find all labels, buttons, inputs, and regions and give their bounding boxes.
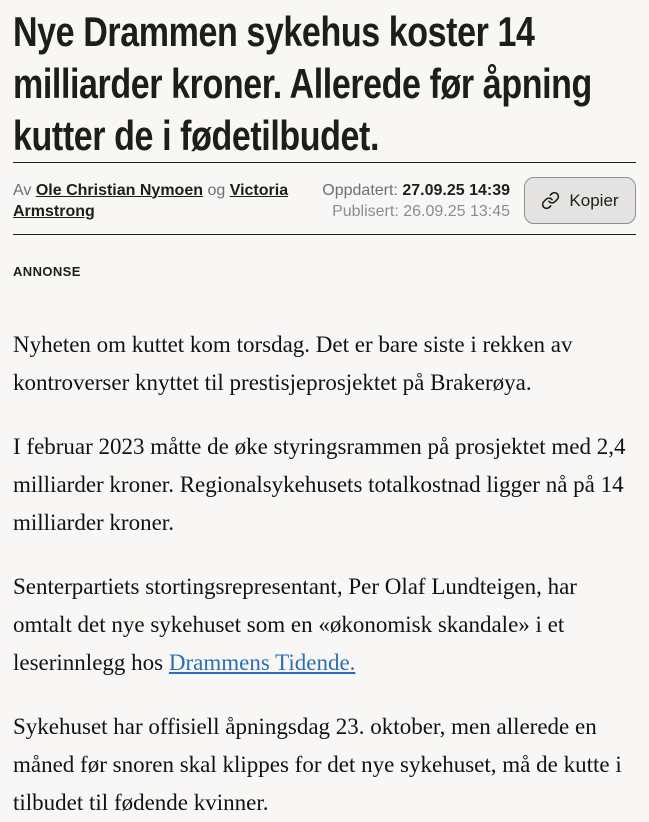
headline-line: milliarder kroner. Allerede før åpning xyxy=(13,60,592,107)
drammens-tidende-link[interactable]: Drammens Tidende. xyxy=(168,650,356,675)
divider-top xyxy=(13,162,636,163)
published-timestamp xyxy=(322,201,510,222)
headline-line: kutter de i fødetilbudet. xyxy=(13,112,379,159)
updated-label: Oppdatert: xyxy=(322,181,398,199)
copy-link-button[interactable] xyxy=(524,177,636,224)
updated-timestamp xyxy=(322,180,510,201)
byline-row xyxy=(13,177,636,224)
paragraph-3 xyxy=(13,568,636,682)
published-value: 26.09.25 13:45 xyxy=(403,202,510,220)
timestamps xyxy=(322,180,524,222)
byline-connector: og xyxy=(207,181,226,199)
author-link-2[interactable]: Victoria Armstrong xyxy=(13,181,289,220)
published-label: Publisert: xyxy=(332,202,399,220)
link-icon xyxy=(541,191,560,210)
copy-button-label: Kopier xyxy=(569,190,619,210)
headline-line: Nye Drammen sykehus koster 14 xyxy=(13,8,535,55)
paragraph-3-text: Senterpartiets stortingsrepresentant, Per Olaf Lundteigen, har omtalt det nye sykehuset som en «økonomisk skandale» i et leserinnlegg hos xyxy=(13,574,577,675)
article-body xyxy=(13,326,636,822)
paragraph-2: I februar 2023 måtte de øke styringsrammen på prosjektet med 2,4 milliarder kroner. Regionalsykehusets totalkostnad ligger nå på 14 milliarder kroner. xyxy=(13,434,626,535)
article-headline xyxy=(13,6,637,162)
author-link-1[interactable]: Ole Christian Nymoen xyxy=(35,181,203,199)
byline-prefix: Av xyxy=(13,181,32,199)
paragraph-4: Sykehuset har offisiell åpningsdag 23. oktober, men allerede en måned før snoren skal klippes for det nye sykehuset, må de kutte i tilbudet til fødende kvinner. xyxy=(13,714,622,815)
divider-bottom xyxy=(13,234,636,235)
updated-value: 27.09.25 14:39 xyxy=(402,181,510,199)
ad-label: ANNONSE xyxy=(13,264,81,279)
paragraph-1: Nyheten om kuttet kom torsdag. Det er bare siste i rekken av kontroverser knyttet til prestisjeprosjektet på Brakerøya. xyxy=(13,332,573,395)
article-page xyxy=(0,6,649,822)
byline xyxy=(13,180,313,222)
